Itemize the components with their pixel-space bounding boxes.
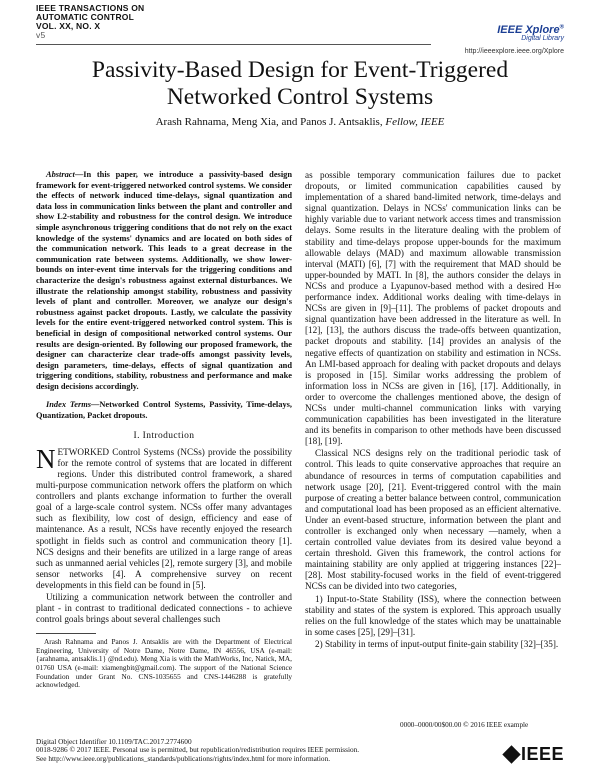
intro-paragraph-1 [36,443,292,591]
journal-header [36,4,144,40]
list-item-2: 2) Stability in terms of input-output finite-gain stability [32]–[35]. [315,638,559,649]
title-line-2: Networked Control Systems [166,84,434,110]
ieee-logo-text: IEEE [520,743,564,764]
body-paragraph-2: Classical NCS designs rely on the traditional periodic task of control. This leads to quite conservative approaches that require an abundance of resources in terms of computation capabilities and network usage [20], [21]. Event-triggered control with the main purpose of creating a better balance between control, communication and computational load has been proposed as an efficient alternative. Under an event-based structure, information between the plant and controller is exchanged only when necessary —namely, when a certain controlled value deviates from its desired value beyond a certain threshold. Given this framework, the control actions for maintaining stability are only applied at triggering instances [22]–[28]. Most stability-focused works in the field of event-triggered NCSs can be divided into two categories, [305,448,561,592]
left-column [36,170,292,690]
header-rule [36,44,431,45]
intro-paragraph-2: Utilizing a communication network between the controller and plant - in contrast to traditional dedicated connections - to achieve control goals brings about several challenges such [36,591,292,625]
xplore-brand: IEEE Xplore [497,24,560,36]
index-terms-text: —Networked Control Systems, Passivity, Time-delays, Quantization, Packet dropouts. [36,400,292,421]
author-names: Arash Rahnama, Meng Xia, and Panos J. Antsaklis, [155,116,383,128]
title-line-1: Passivity-Based Design for Event-Triggered [91,57,509,83]
intro-lead-word: ETWORKED [57,446,110,457]
footnote-rule [36,633,96,634]
index-terms [36,400,292,421]
abstract-label: Abstract [46,170,75,179]
ieee-xplore-logo [465,24,564,55]
author-footnote: Arash Rahnama and Panos J. Antsaklis are with the Department of Electrical Engineering, University of Notre Dame, Notre Dame, IN 46556, USA (e-mail: {arahnama, antsaklis.1} @nd.edu). Meng Xia is with the MathWorks, Inc, Natick, MA, 01760 USA (e-mail: xiamengbit@gmail.com). The support of the National Science Foundation under Grant No. CNS-1035655 and CNS-1446288 is gratefully acknowledged. [36,637,292,690]
doi-line: Digital Object Identifier 10.1109/TAC.2017.2774600 [36,737,192,746]
right-column [305,170,561,651]
author-role: Fellow, IEEE [385,116,445,128]
abstract [36,170,292,392]
journal-volume: VOL. XX, NO. X [36,21,101,31]
xplore-url[interactable]: http://ieeexplore.ieee.org/Xplore [464,48,564,55]
ieee-diamond-icon [502,745,520,763]
list-item-1: 1) Input-to-State Stability (ISS), where the connection between stability and states of the system is explored. This approach usually relies on the full knowledge of the states which may be unattainable in some cases [25], [29]–[31]. [305,593,561,637]
author-list [0,116,600,128]
xplore-subtitle: Digital Library [521,35,564,42]
journal-name-line2: AUTOMATIC CONTROL [36,12,134,22]
section-heading: I. Introduction [133,430,195,441]
dropcap: N [36,443,56,474]
price-line: 0000–0000/00$00.00 © 2016 IEEE example [400,721,529,729]
paper-title [0,57,600,111]
body-paragraph-1: as possible temporary communication failures due to packet dropouts, or limited communication capabilities caused by implementation of a shared band-limited network, time-delays and signal quantization. Delays in NCSs' communication links can be highly variable due to variant network access times and transmission delays. Some results in the literature dealing with the problem of stability and time-delays propose upper-bounds for the maximum allowable delays (MAD) and maximum allowable transmission interval (MATI) [6], [7] with the requirement that MAD should be upper-bounded by MATI. In [8], the authors consider the delays in NCSs and produce a Lyapunov-based method with a desired H∞ performance index. Additional works dealing with time-delays in NCSs are given in [9]–[11]. The problems of packet dropouts and signal quantization have been addressed in the literature as well. In [12], [13], the authors discuss the trade-offs between quantization, packet dropouts and stability. [14] provides an analysis of the negative effects of quantization on stability and estimation in NCSs. An LMI-based approach for dealing with packet dropouts and delays is proposed in [15]. Similar works addressing the problem of information loss in NCSs are given in [16], [17]. Additionally, in order to overcome the challenges mentioned above, the design of NCSs under multi-channel communication links with varying communication capabilities has been investigated in the literature and its benefits in comparison to other methods have been discussed [18], [19]. [305,170,561,447]
copyright-line: 0018-9286 © 2017 IEEE. Personal use is permitted, but republication/redistribution requires IEEE permission. [36,745,360,755]
version-label: v5 [36,30,46,40]
journal-name-line1: IEEE TRANSACTIONS ON [36,3,145,13]
index-terms-label: Index Terms [46,400,91,410]
rights-link[interactable]: See http://www.ieee.org/publications_standards/publications/rights/index.html for more information. [36,753,331,763]
abstract-text: —In this paper, we introduce a passivity-based design framework for event-triggered networked control systems. We consider the effects of network induced time-delays, signal quantization and data loss in communication links between the plant and controller and show L2-stability and robustness for the control design. We introduce simple asynchronous triggering conditions that do not rely on the exact knowledge of the systems' dynamics and are located on both sides of the communication network. This leads to a great decrease in the communication rate between systems. Additionally, we show lower-bounds on inter-event time intervals for the triggering conditions and characterize the design's robustness against external disturbances. We illustrate the relationship amongst stability, robustness and passivity levels of plant and controller. Moreover, we analyze our design's robustness against packet dropouts. Lastly, we calculate the passivity levels for the entire event-triggered networked control system. This is beneficial in design of compositional networked control systems. Our results are design-oriented. By following our proposed framework, the designer can characterize clear trade-offs amongst passivity levels, design parameters, time-delays, effects of signal quantization and triggering conditions, stability, robustness and performance and make design decisions accordingly. [36,170,292,391]
footer-info [36,738,446,763]
xplore-reg: ® [559,24,564,31]
ieee-logo [505,745,564,763]
intro-text-1: Control Systems (NCSs) provide the possibility for the remote control of systems that are located in different regions. Under this distributed control framework, a shared multi-purpose communication network offers the platform on which controllers and plants exchange information to further the overall goal of a large-scale control system. NCSs offer many advantages such as flexibility, low cost of design, efficiency and ease of maintenance. As a result, NCSs have recently enjoyed the research spotlight in fields such as control and communication theory [1]. NCS designs and their benefits are utilized in a large range of areas such as unmanned aerial vehicles [2], remote surgery [3], and mobile sensor networks [4]. A comprehensive survey on recent developments in this field can be found in [5]. [36,446,292,590]
